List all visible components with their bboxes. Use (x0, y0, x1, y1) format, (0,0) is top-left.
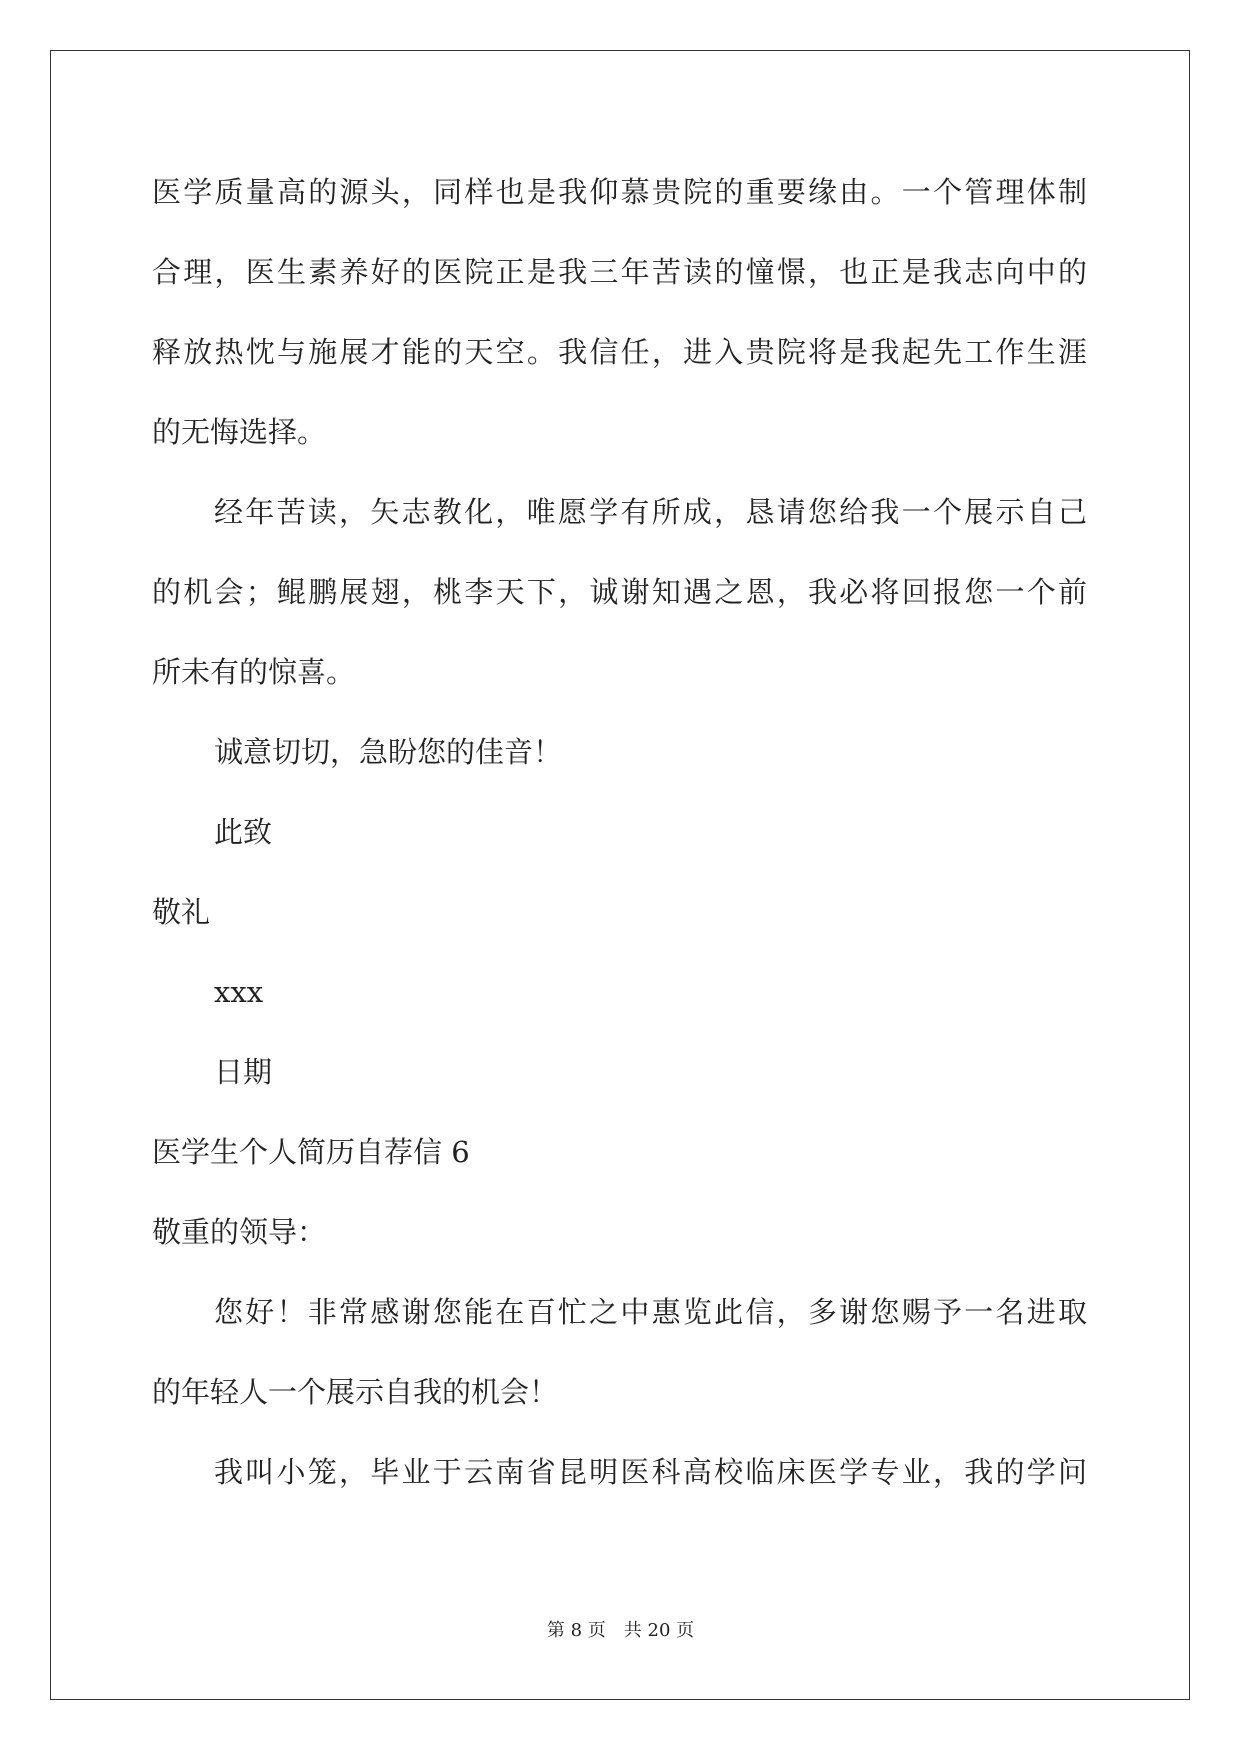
body-line-1: 医学质量高的源头，同样也是我仰慕贵院的重要缘由。一个管理体制 (152, 175, 1087, 209)
body-line-3: 释放热忱与施展才能的天空。我信任，进入贵院将是我起先工作生涯 (152, 335, 1087, 369)
greeting: 敬重的领导： (152, 1215, 327, 1249)
salutation-cizhi: 此致 (214, 815, 273, 849)
body-line-6: 的机会；鲲鹏展翅，桃李天下，诚谢知遇之恩，我必将回报您一个前 (152, 575, 1087, 609)
page-total: 共 20 页 (623, 1620, 695, 1641)
body-line-10: 我叫小笼，毕业于云南省昆明医科高校临床医学专业，我的学问 (214, 1455, 1087, 1489)
body-line-7: 所未有的惊喜。 (152, 655, 356, 689)
body-line-5: 经年苦读，矢志教化，唯愿学有所成，恳请您给我一个展示自己 (214, 495, 1087, 529)
section-heading: 医学生个人简历自荐信 6 (152, 1135, 470, 1169)
body-line-4: 的无悔选择。 (152, 415, 327, 449)
page-footer (0, 1619, 1241, 1643)
signature-date: 日期 (214, 1055, 273, 1089)
body-line-2: 合理，医生素养好的医院正是我三年苦读的憧憬，也正是我志向中的 (152, 255, 1087, 289)
closing-line: 诚意切切，急盼您的佳音！ (214, 735, 563, 769)
body-line-9: 的年轻人一个展示自我的机会！ (152, 1375, 559, 1409)
page-border (50, 50, 1190, 1700)
page-number: 第 8 页 (546, 1620, 606, 1641)
signature-name: xxx (214, 975, 264, 1009)
salutation-jingli: 敬礼 (152, 895, 211, 929)
body-line-8: 您好！非常感谢您能在百忙之中惠览此信，多谢您赐予一名进取 (214, 1295, 1087, 1329)
